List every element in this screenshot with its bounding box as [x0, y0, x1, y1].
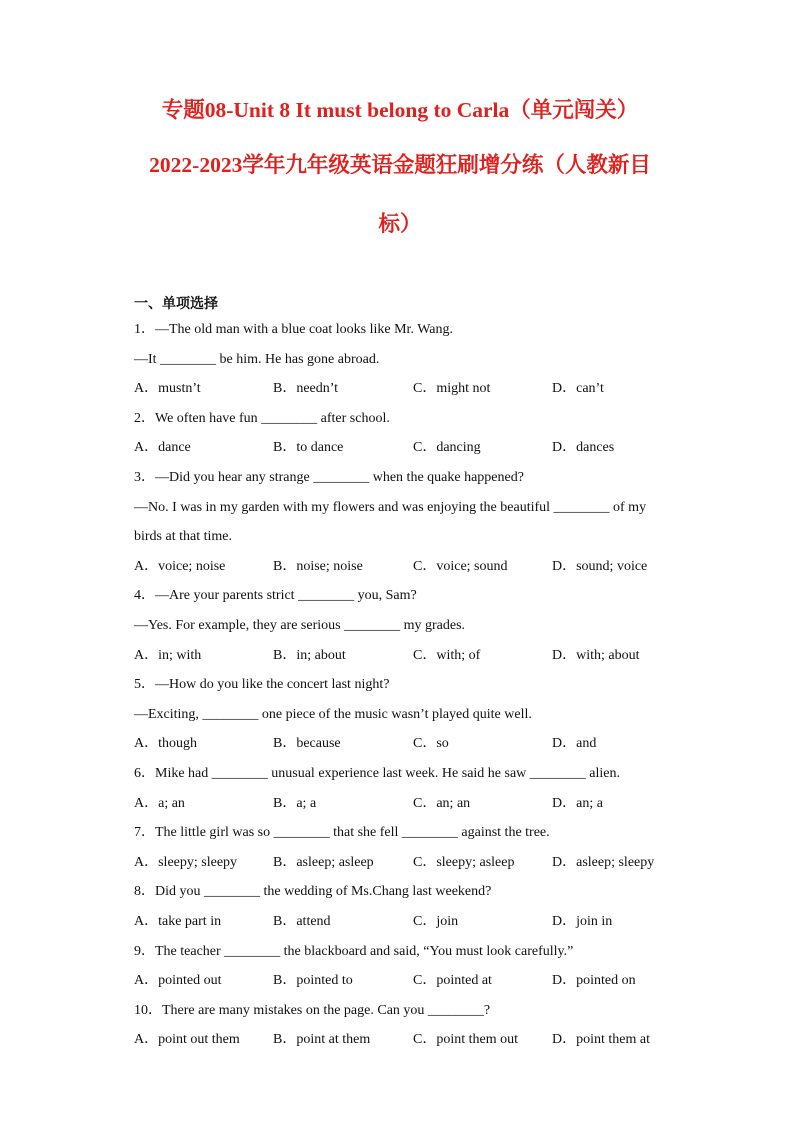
section-heading: 一、单项选择 — [134, 296, 218, 312]
option-b: B．a; a — [273, 796, 317, 811]
question-stem: 8．Did you ________ the wedding of Ms.Chang last weekend? — [134, 884, 492, 899]
option-a: A．mustn’t — [134, 381, 201, 396]
option-b: B．noise; noise — [273, 559, 363, 574]
option-a: A．though — [134, 736, 197, 751]
option-c: C．pointed at — [413, 973, 492, 988]
option-a: A．point out them — [134, 1032, 240, 1047]
document-title-line-1: 专题08-Unit 8 It must belong to Carla（单元闯关） — [161, 98, 639, 122]
option-a: A．voice; noise — [134, 559, 226, 574]
option-d: D．with; about — [552, 648, 640, 663]
option-d: D．pointed on — [552, 973, 636, 988]
option-d: D．and — [552, 736, 597, 751]
question-stem: 2．We often have fun ________ after school. — [134, 411, 390, 426]
option-a: A．dance — [134, 440, 191, 455]
question-line: —No. I was in my garden with my flowers and was enjoying the beautiful ________ of my — [134, 500, 647, 515]
option-c: C．voice; sound — [413, 559, 508, 574]
question-stem: 3．—Did you hear any strange ________ when the quake happened? — [134, 470, 524, 485]
option-c: C．dancing — [413, 440, 481, 455]
question-stem: 7．The little girl was so ________ that she fell ________ against the tree. — [134, 825, 550, 840]
question-line: —Exciting, ________ one piece of the music wasn’t played quite well. — [134, 707, 532, 722]
option-a: A．a; an — [134, 796, 185, 811]
option-b: B．point at them — [273, 1032, 371, 1047]
option-c: C．with; of — [413, 648, 481, 663]
question-stem: 9．The teacher ________ the blackboard and said, “You must look carefully.” — [134, 944, 574, 959]
option-b: B．because — [273, 736, 341, 751]
option-d: D．can’t — [552, 381, 604, 396]
option-b: B．attend — [273, 914, 331, 929]
option-c: C．join — [413, 914, 459, 929]
option-b: B．in; about — [273, 648, 346, 663]
option-c: C．an; an — [413, 796, 471, 811]
document-title-line-3: 标） — [378, 212, 422, 236]
option-b: B．needn’t — [273, 381, 339, 396]
option-d: D．sound; voice — [552, 559, 648, 574]
question-stem: 1．—The old man with a blue coat looks like Mr. Wang. — [134, 322, 454, 337]
option-d: D．asleep; sleepy — [552, 855, 655, 870]
option-d: D．point them at — [552, 1032, 650, 1047]
question-line: —It ________ be him. He has gone abroad. — [134, 352, 380, 367]
question-stem: 5．—How do you like the concert last night? — [134, 677, 390, 692]
option-a: A．pointed out — [134, 973, 222, 988]
option-c: C．so — [413, 736, 449, 751]
question-stem: 10．There are many mistakes on the page. Can you ________? — [134, 1003, 491, 1018]
question-stem: 6．Mike had ________ unusual experience last week. He said he saw ________ alien. — [134, 766, 620, 781]
option-d: D．an; a — [552, 796, 603, 811]
option-b: B．pointed to — [273, 973, 353, 988]
option-c: C．sleepy; asleep — [413, 855, 515, 870]
option-c: C．might not — [413, 381, 491, 396]
option-d: D．dances — [552, 440, 615, 455]
option-a: A．take part in — [134, 914, 222, 929]
question-line: —Yes. For example, they are serious ________ my grades. — [134, 618, 466, 633]
option-a: A．in; with — [134, 648, 202, 663]
question-line: birds at that time. — [134, 529, 232, 544]
option-a: A．sleepy; sleepy — [134, 855, 238, 870]
question-stem: 4．—Are your parents strict ________ you, Sam? — [134, 588, 417, 603]
option-c: C．point them out — [413, 1032, 518, 1047]
option-b: B．to dance — [273, 440, 344, 455]
option-b: B．asleep; asleep — [273, 855, 374, 870]
option-d: D．join in — [552, 914, 613, 929]
document-title-line-2: 2022-2023学年九年级英语金题狂刷增分练（人教新目 — [149, 153, 651, 177]
